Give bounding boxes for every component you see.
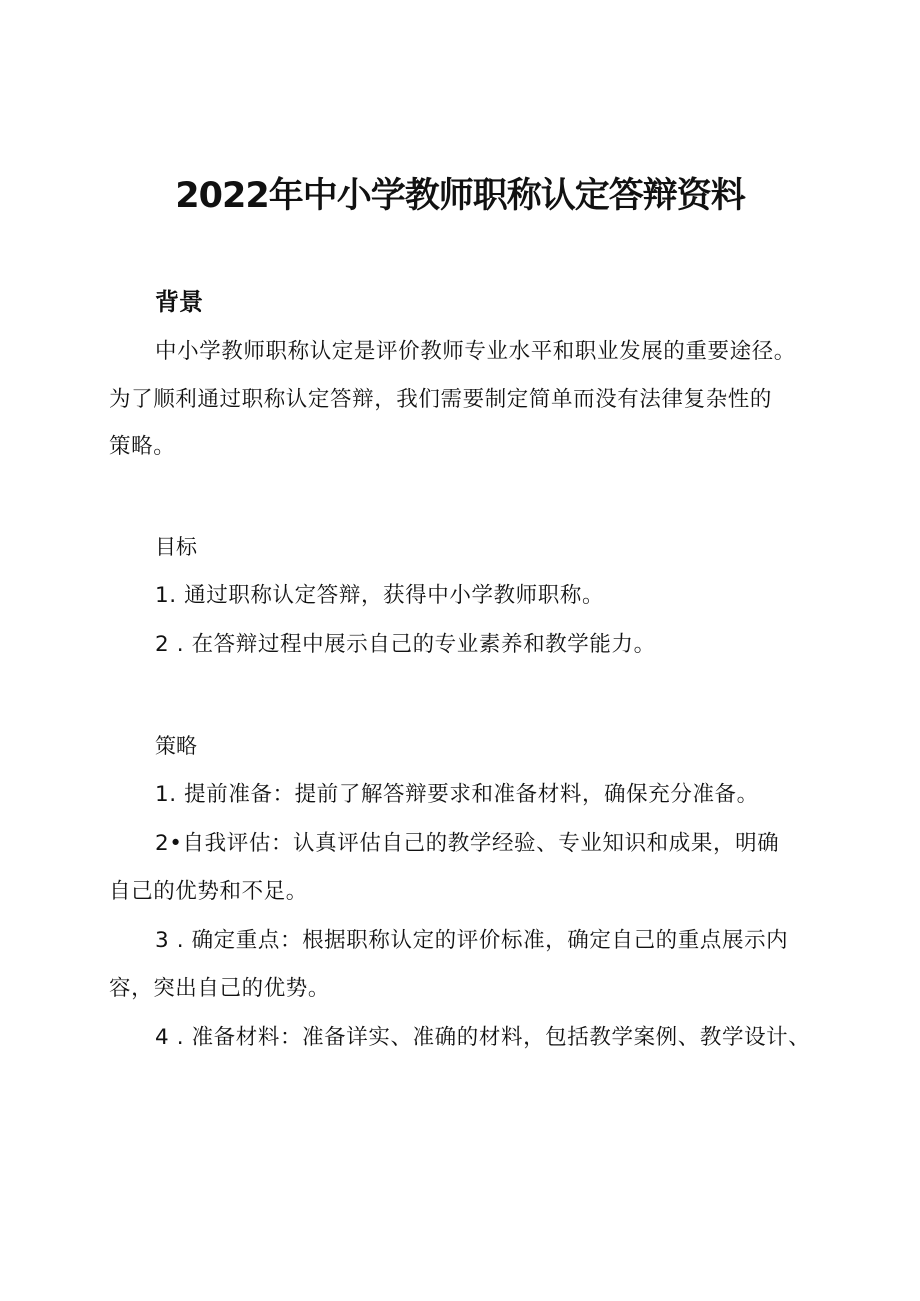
strategy-line-4: 3 . 确定重点：根据职称认定的评价标准，确定自己的重点展示内 — [155, 928, 789, 953]
document-title: 2022年中小学教师职称认定答辩资料 — [175, 176, 745, 216]
background-line-3: 策略。 — [109, 434, 176, 459]
strategy-line-5: 容，突出自己的优势。 — [109, 976, 331, 1001]
background-heading: 背景 — [155, 288, 203, 316]
strategy-line-2: 2•自我评估：认真评估自己的教学经验、专业知识和成果，明确 — [155, 831, 780, 856]
goals-heading: 目标 — [155, 535, 197, 559]
strategy-line-6: 4 . 准备材料：准备详实、准确的材料，包括教学案例、教学设计、 — [155, 1025, 811, 1050]
strategy-line-1: 1. 提前准备：提前了解答辩要求和准备材料，确保充分准备。 — [155, 782, 759, 807]
goal-item-2: 2 . 在答辩过程中展示自己的专业素养和教学能力。 — [155, 632, 656, 657]
strategy-line-3: 自己的优势和不足。 — [109, 879, 308, 904]
goal-item-1: 1. 通过职称认定答辩，获得中小学教师职称。 — [155, 583, 605, 608]
background-line-1: 中小学教师职称认定是评价教师专业水平和职业发展的重要途径。 — [155, 339, 796, 364]
strategy-heading: 策略 — [155, 734, 197, 758]
background-line-2: 为了顺利通过职称认定答辩，我们需要制定简单而没有法律复杂性的 — [109, 387, 773, 412]
